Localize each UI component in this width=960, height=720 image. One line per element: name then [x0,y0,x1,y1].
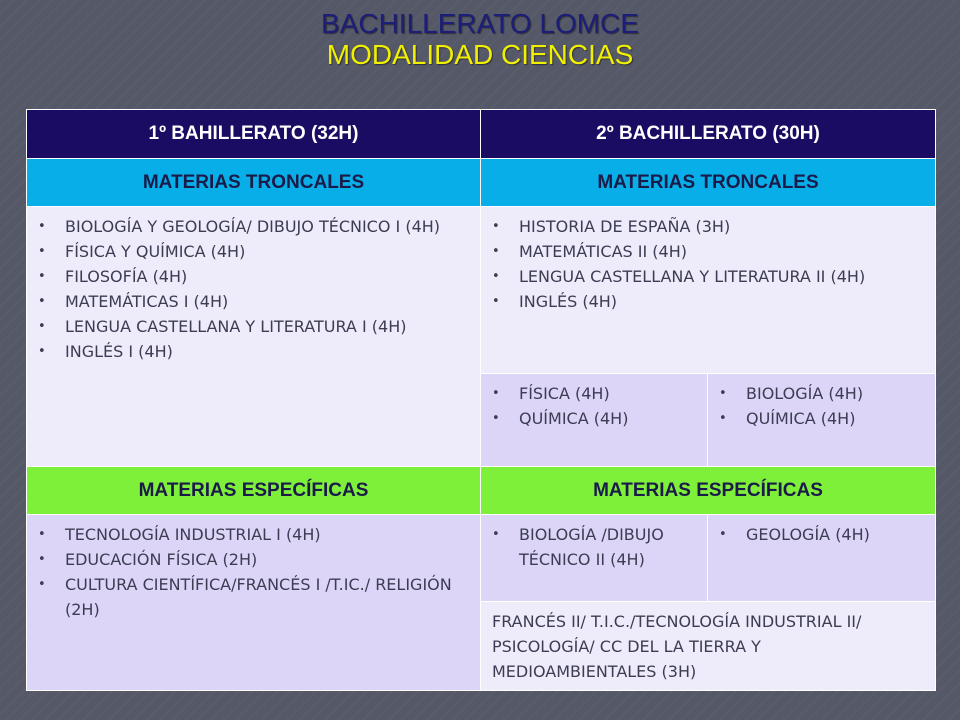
especificas-second-option-b-cell [708,515,936,602]
subject-item: • EDUCACIÓN FÍSICA (2H) [65,547,472,572]
especificas-first-list [27,515,480,622]
especificas-second-common-text: FRANCÉS II/ T.I.C./TECNOLOGÍA INDUSTRIAL II/ PSICOLOGÍA/ CC DEL LA TIERRA Y MEDIOAMBIENTALES (3H) [492,612,862,681]
troncales-second-option-b-cell [708,374,936,467]
subject-item: • HISTORIA DE ESPAÑA (3H) [519,214,927,239]
troncales-second-common-cell [481,207,936,374]
subject-item: • MATEMÁTICAS I (4H) [65,289,472,314]
subject-item: • QUÍMICA (4H) [519,406,699,431]
section-especificas-first: MATERIAS ESPECÍFICAS [27,467,481,515]
subject-item: • INGLÉS I (4H) [65,339,472,364]
slide-title [0,8,960,70]
header-first-year: 1º BAHILLERATO (32H) [27,110,481,159]
title-line-1: BACHILLERATO LOMCE [321,8,639,39]
troncales-first-cell [27,207,481,467]
subject-item: • TECNOLOGÍA INDUSTRIAL I (4H) [65,522,472,547]
troncales-second-common-list [481,207,935,314]
especificas-second-common-cell [481,602,936,691]
subject-item: • MATEMÁTICAS II (4H) [519,239,927,264]
especificas-second-option-b-list [708,515,935,547]
subject-item: • INGLÉS (4H) [519,289,927,314]
section-troncales-first: MATERIAS TRONCALES [27,159,481,207]
section-especificas-second: MATERIAS ESPECÍFICAS [481,467,936,515]
especificas-first-cell [27,515,481,691]
subject-item: • GEOLOGÍA (4H) [746,522,927,547]
subject-item: • FÍSICA Y QUÍMICA (4H) [65,239,472,264]
subject-item: • BIOLOGÍA /DIBUJO TÉCNICO II (4H) [519,522,699,572]
troncales-second-option-a-cell [481,374,708,467]
especificas-second-option-a-list [481,515,707,572]
header-second-year: 2º BACHILLERATO (30H) [481,110,936,159]
section-troncales-second: MATERIAS TRONCALES [481,159,936,207]
subjects-table [26,109,936,691]
subject-item: • BIOLOGÍA (4H) [746,381,927,406]
subject-item: • LENGUA CASTELLANA Y LITERATURA II (4H) [519,264,927,289]
subject-item: • CULTURA CIENTÍFICA/FRANCÉS I /T.IC./ RELIGIÓN (2H) [65,572,472,622]
subject-item: • FÍSICA (4H) [519,381,699,406]
title-line-2: MODALIDAD CIENCIAS [326,39,634,70]
troncales-second-option-a-list [481,374,707,431]
subject-item: • QUÍMICA (4H) [746,406,927,431]
subject-item: • LENGUA CASTELLANA Y LITERATURA I (4H) [65,314,472,339]
subject-item: • BIOLOGÍA Y GEOLOGÍA/ DIBUJO TÉCNICO I (4H) [65,214,472,239]
troncales-second-option-b-list [708,374,935,431]
especificas-second-option-a-cell [481,515,708,602]
troncales-first-list [27,207,480,364]
subject-item: • FILOSOFÍA (4H) [65,264,472,289]
